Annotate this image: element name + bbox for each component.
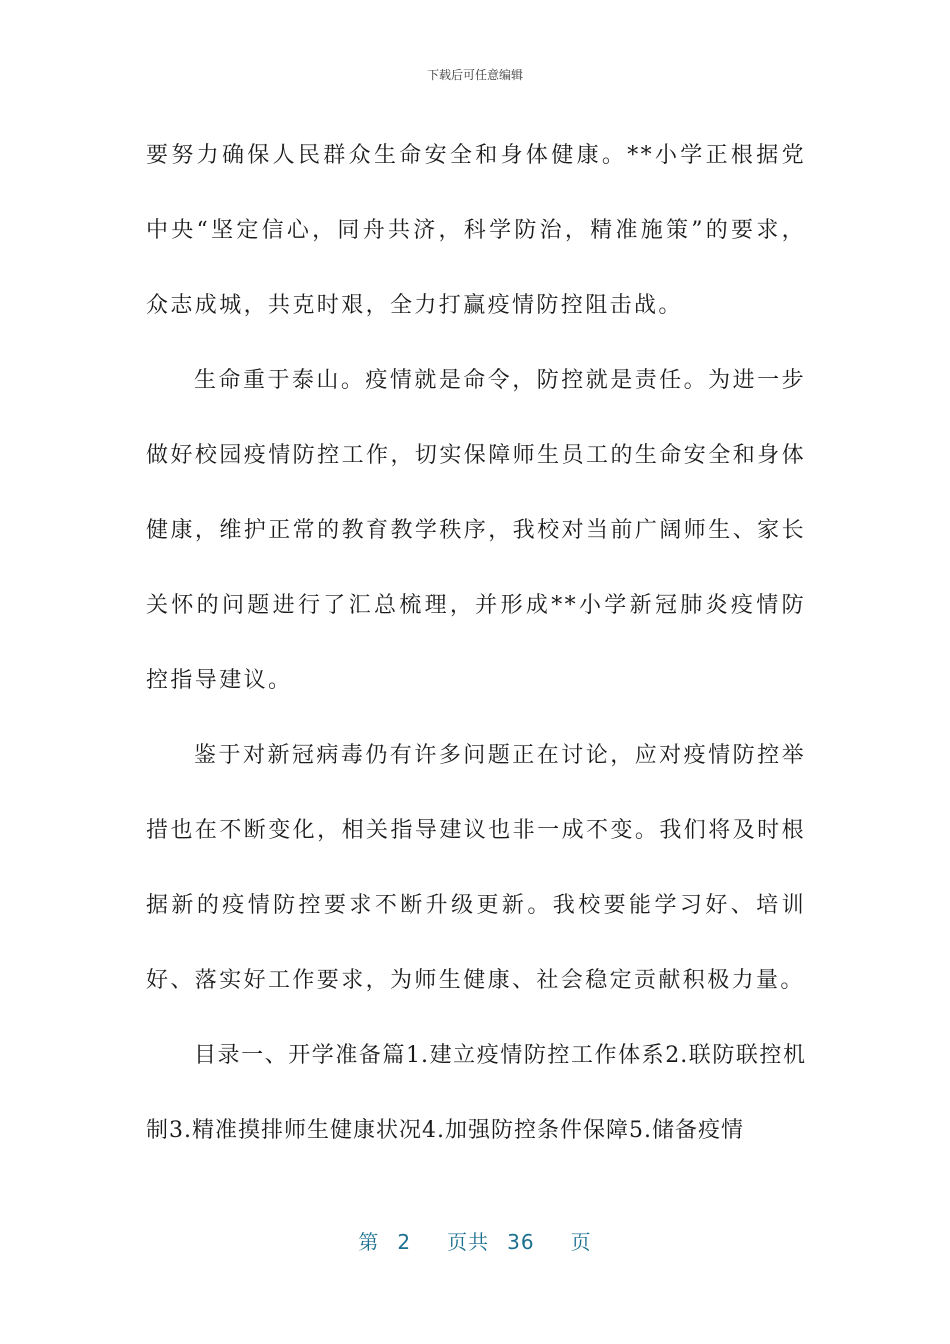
page-header-note: 下载后可任意编辑: [426, 68, 523, 82]
current-page-number: 2: [397, 1230, 412, 1254]
paragraph-3: 鉴于对新冠病毒仍有许多问题正在讨论，应对疫情防控举措也在不断变化，相关指导建议也非一成不变。我们将及时根据新的疫情防控要求不断升级更新。我校要能学习好、培训好、落实好工作要求，为师生健康、社会稳定贡献积极力量。: [146, 743, 806, 993]
footer-prefix: 第: [358, 1230, 380, 1254]
paragraph-4: 目录一、开学准备篇1.建立疫情防控工作体系2.联防联控机制3.精准摸排师生健康状况4.加强防控条件保障5.储备疫情: [146, 1043, 806, 1143]
total-pages: 36: [507, 1230, 535, 1254]
document-body: [146, 118, 806, 1168]
paragraph-1: 要努力确保人民群众生命安全和身体健康。**小学正根据党中央“坚定信心，同舟共济，科学防治，精准施策”的要求，众志成城，共克时艰，全力打赢疫情防控阻击战。: [146, 143, 806, 318]
paragraph-2: 生命重于泰山。疫情就是命令，防控就是责任。为进一步做好校园疫情防控工作，切实保障师生员工的生命安全和身体健康，维护正常的教育教学秩序，我校对当前广阔师生、家长关怀的问题进行了汇总梳理，并形成**小学新冠肺炎疫情防控指导建议。: [146, 368, 806, 693]
footer-mid: 页共: [447, 1230, 490, 1254]
page-footer: [0, 1226, 950, 1255]
footer-suffix: 页: [570, 1230, 592, 1254]
